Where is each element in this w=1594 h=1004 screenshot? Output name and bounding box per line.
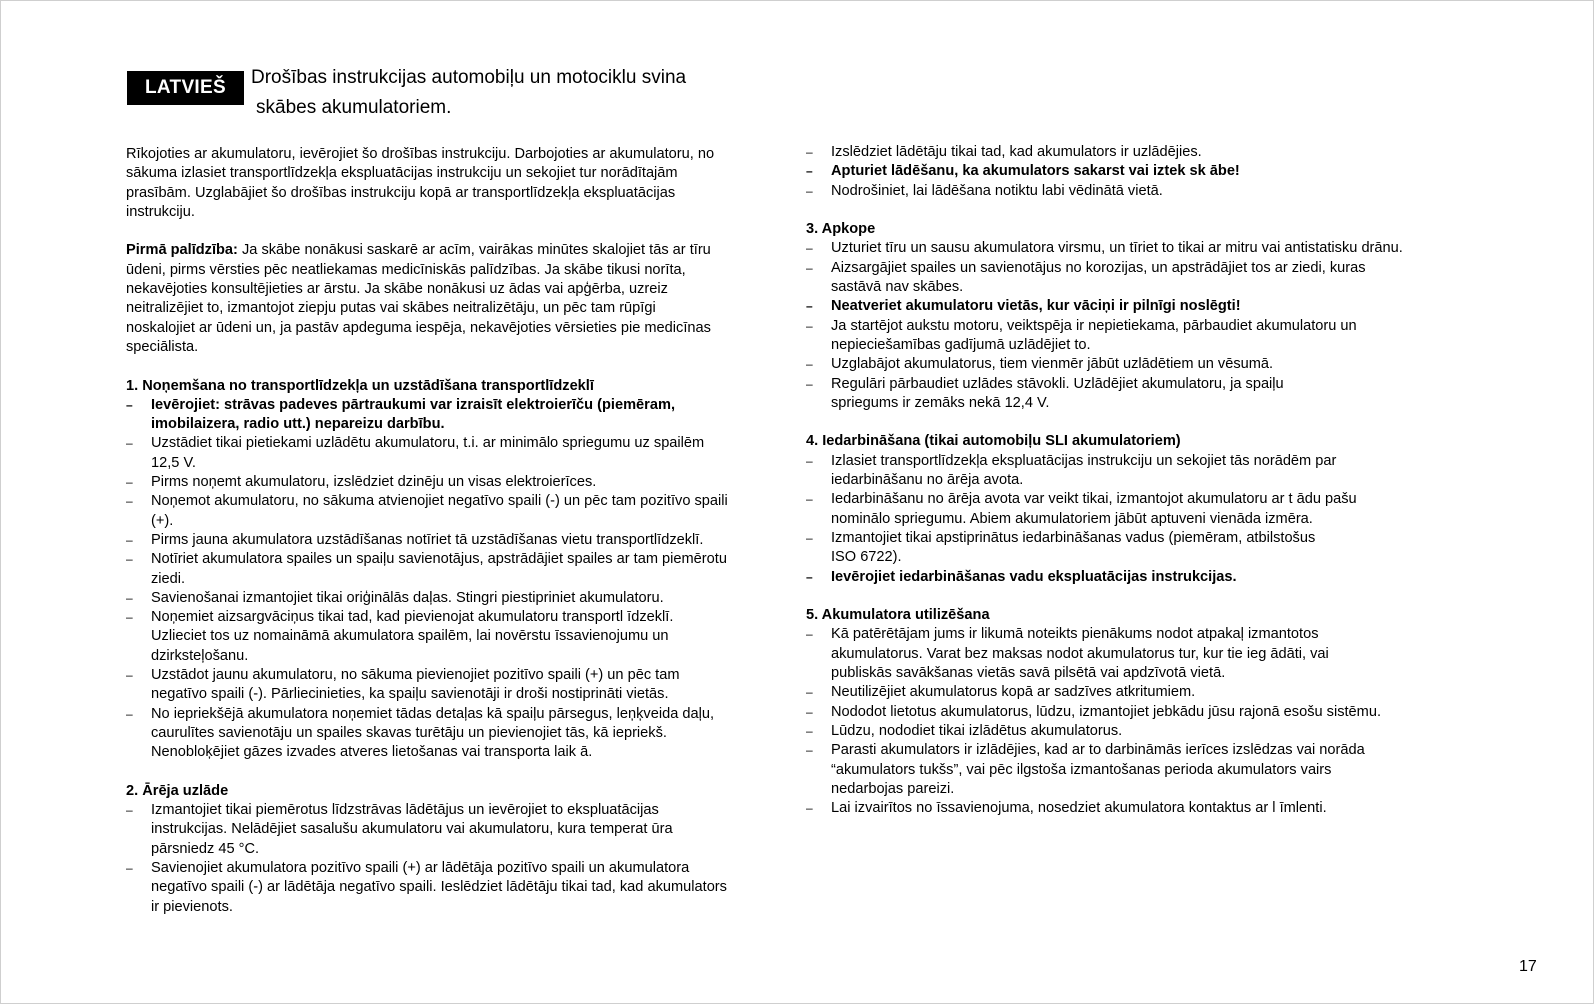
document-title-line-1: Drošības instrukcijas automobiļu un motociklu svina — [251, 67, 687, 88]
list-item: – Uzturiet tīru un sausu akumulatora virsmu, un tīriet to tikai ar mitru vai antistatisku drānu. — [806, 240, 1403, 257]
first-aid-label: Pirmā palīdzība: — [126, 242, 238, 259]
section-5-list — [806, 625, 1466, 818]
list-item: – Pirms jauna akumulatora uzstādīšanas notīriet tā uzstādīšanas vietu transportlīdzeklī. — [126, 531, 704, 548]
list-item: – Iedarbināšanu no ārēja avota var veikt tikai, izmantojot akumulatoru ar t ādu pašu nominālo spriegumu. Abiem akumulatoriem jābūt aptuveni vienāda izmēra. — [806, 491, 1357, 527]
list-item: – Savienojiet akumulatora pozitīvo spaili (+) ar lādētāja pozitīvo spaili un akumulatora negatīvo spaili (-) ar lādētāja negatīvo spaili. Ieslēdziet lādētāju tikai tad, kad akumulators ir pievienots. — [126, 859, 727, 915]
list-item: – Noņemiet aizsargvāciņus tikai tad, kad pievienojat akumulatoru transportl īdzeklī. Uzlieciet tos uz nomaināmā akumulatora spailēm, lai novērstu īssavienojumu un dzirksteļošanu. — [126, 609, 674, 664]
list-item: – Kā patērētājam jums ir likumā noteikts pienākums nodot atpakaļ izmantotos akumulatorus. Varat bez maksas nodot akumulatorus tur, kur tie ieg ādāti, vai publiskās savākšanas vietās savā pilsētā vai apdzīvotā vietā. — [806, 626, 1329, 682]
list-item: – Uzstādiet tikai pietiekami uzlādētu akumulatoru, t.i. ar minimālo spriegumu uz spailēm 12,5 V. — [126, 435, 705, 471]
document-title-line-2: skābes akumulatoriem. — [256, 97, 452, 118]
charging-list-continued — [806, 143, 1466, 201]
list-item: – Parasti akumulators ir izlādējies, kad ar to darbināmās ierīces izslēdzas vai norāda “akumulators tukšs”, vai pēc ilgstoša izmantošanas perioda akumulators vairs nedarbojas pareizi. — [806, 742, 1365, 797]
section-1-heading: 1. Noņemšana no transportlīdzekļa un uzstādīšana transportlīdzeklī — [126, 377, 594, 394]
first-aid-line: neitralizējiet to, izmantojot ziepju putas vai skābes neitralizētāju, un pēc tam rūpīgi — [126, 300, 656, 317]
list-item: – Lai izvairītos no īssavienojuma, nosedziet akumulatora kontaktus ar l īmlenti. — [806, 800, 1327, 817]
list-item: – Aizsargājiet spailes un savienotājus no korozijas, un apstrādājiet tos ar ziedi, kuras sastāvā nav skābes. — [806, 259, 1366, 296]
list-item: – Neutilizējiet akumulatorus kopā ar sadzīves atkritumiem. — [806, 684, 1196, 701]
list-item: – Savienošanai izmantojiet tikai oriģinālās daļas. Stingri piestipriniet akumulatoru. — [126, 589, 664, 606]
list-item: – Uzglabājot akumulatorus, tiem vienmēr jābūt uzlādētiem un vēsumā. — [806, 356, 1274, 373]
list-item: – Notīriet akumulatora spailes un spaiļu savienotājus, apstrādājiet spailes ar tam piemērotu ziedi. — [126, 551, 727, 587]
list-item: – Apturiet lādēšanu, ka akumulators sakarst vai iztek sk ābe! — [806, 163, 1240, 180]
intro-line: sākuma izlasiet transportlīdzekļa ekspluatācijas instrukciju un sekojiet tur norādītajām — [126, 165, 678, 182]
section-3-heading: 3. Apkope — [806, 221, 876, 238]
list-item: – Uzstādot jaunu akumulatoru, no sākuma pievienojiet pozitīvo spaili (+) un pēc tam negatīvo spaili (-). Pārliecinieties, ka spaiļu savienotāji ir droši nostiprināti vietās. — [126, 667, 680, 703]
section-5-heading: 5. Akumulatora utilizēšana — [806, 607, 990, 624]
list-item: – Ievērojiet iedarbināšanas vadu ekspluatācijas instrukcijas. — [806, 568, 1237, 585]
list-item: – Lūdzu, nododiet tikai izlādētus akumulatorus. — [806, 722, 1123, 739]
list-item: – Neatveriet akumulatoru vietās, kur vāciņi ir pilnīgi noslēgti! — [806, 298, 1241, 315]
list-item: – Noņemot akumulatoru, no sākuma atvienojiet negatīvo spaili (-) un pēc tam pozitīvo spaili (+). — [126, 493, 728, 529]
first-aid-line: Ja skābe nonākusi saskarē ar acīm, vairākas minūtes skalojiet tās ar tīru — [237, 242, 711, 259]
list-item: – Nodrošiniet, lai lādēšana notiktu labi vēdinātā vietā. — [806, 182, 1163, 199]
section-4-heading: 4. Iedarbināšana (tikai automobiļu SLI akumulatoriem) — [806, 433, 1181, 450]
list-item: – Izslēdziet lādētāju tikai tad, kad akumulators ir uzlādējies. — [806, 144, 1202, 160]
list-item: – Ja startējot aukstu motoru, veiktspēja ir nepietiekama, pārbaudiet akumulatoru un nepieciešamības gadījumā uzlādējiet to. — [806, 317, 1357, 353]
first-aid-line: speciālista. — [126, 338, 199, 355]
intro-line: Rīkojoties ar akumulatoru, ievērojiet šo drošības instrukciju. Darbojoties ar akumulatoru, no — [126, 146, 715, 162]
intro-line: instrukciju. — [126, 203, 195, 220]
list-item: – Izmantojiet tikai piemērotus līdzstrāvas lādētājus un ievērojiet to ekspluatācijas instrukcijas. Nelādējiet sasalušu akumulatoru vai akumulatoru, kura temperat ūra pārsniedz 45 °C. — [126, 802, 673, 857]
list-item: – Izmantojiet tikai apstiprinātus iedarbināšanas vadus (piemēram, atbilstošus ISO 6722). — [806, 529, 1316, 566]
first-aid-line: nekavējoties konsultējieties ar ārstu. Ja skābe nonākusi uz ādas vai apģērba, uzreiz — [126, 281, 668, 298]
first-aid-line: noskalojiet ar ūdeni un, ja pastāv apdeguma iespēja, nekavējoties vērsieties pie medicīnas — [126, 319, 711, 336]
section-1-list — [126, 396, 786, 763]
list-item: – Izlasiet transportlīdzekļa ekspluatācijas instrukciju un sekojiet tās norādēm par iedarbināšanu no ārēja avota. — [806, 452, 1337, 489]
section-4-list — [806, 452, 1466, 587]
section-3-list — [806, 239, 1466, 413]
right-column — [806, 143, 1466, 818]
section-2-list — [126, 801, 786, 917]
list-item: – No iepriekšējā akumulatora noņemiet tādas detaļas kā spaiļu pārsegus, leņķveida daļu, caurulītes savienotāju un spailes skavas turētāju un pievienojiet tās, kā iepriekš. Nenobloķējiet gāzes izvades atveres lietošanas vai transporta laik ā. — [126, 705, 715, 761]
left-column — [126, 145, 786, 917]
list-item: – Pirms noņemt akumulatoru, izslēdziet dzinēju un visas elektroierīces. — [126, 474, 597, 491]
list-item: – Nododot lietotus akumulatorus, lūdzu, izmantojiet jebkādu jūsu rajonā esošu sistēmu. — [806, 703, 1382, 720]
intro-paragraph — [126, 145, 786, 222]
intro-line: prasībām. Uzglabājiet šo drošības instrukciju kopā ar transportlīdzekļa ekspluatācijas — [126, 184, 676, 201]
first-aid-paragraph — [126, 241, 786, 357]
list-item: – Regulāri pārbaudiet uzlādes stāvokli. Uzlādējiet akumulatoru, ja spaiļu spriegums ir zemāks nekā 12,4 V. — [806, 375, 1284, 411]
first-aid-line: ūdeni, pirms vērsties pēc neatliekamas medicīniskās palīdzības. Ja skābe tikusi norīta, — [126, 261, 686, 278]
list-item: – Ievērojiet: strāvas padeves pārtraukumi var izraisīt elektroierīču (piemēram, imobilaizera, radio utt.) nepareizu darbību. — [126, 396, 675, 433]
section-2-heading: 2. Ārēja uzlāde — [126, 782, 229, 799]
page-number: 17 — [1519, 958, 1537, 975]
language-badge: LATVIEŠ — [127, 71, 244, 105]
